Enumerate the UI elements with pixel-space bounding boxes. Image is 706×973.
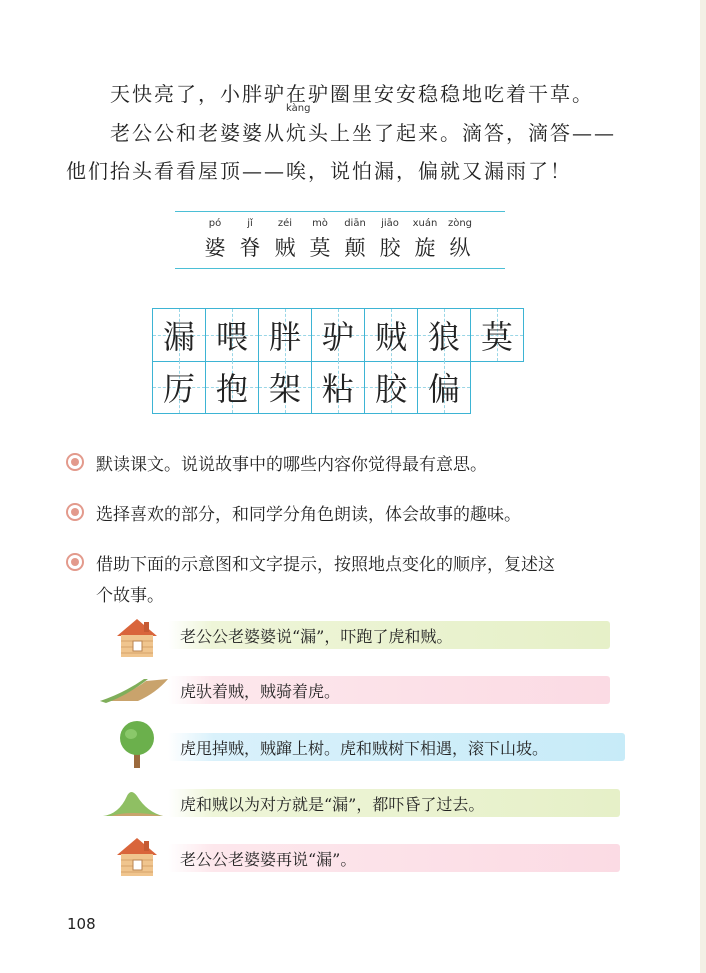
vocab-pinyin: pó [208,218,222,229]
grid-char: 抱 [215,370,248,408]
grid-cell [259,361,312,414]
step-3: 虎甩掉贼，贼蹿上树。虎和贼树下相遇，滚下山坡。 [168,733,625,761]
question-text: 选择喜欢的部分，和同学分角色朗读，体会故事的趣味。 [96,505,521,525]
vocab-item [443,218,477,262]
passage-line-3: 他们抬头看看屋顶——唉，说怕漏，偏就又漏雨了！ [66,159,572,183]
passage-line-1: 天快亮了，小胖驴在驴圈里安安稳稳地吃着干草。 [110,82,594,106]
vocab-char: 贼 [274,236,296,260]
step-1: 老公公老婆婆说“漏”，吓跑了虎和贼。 [168,621,610,649]
grid-char: 狼 [427,318,460,356]
grid-char: 厉 [162,370,195,408]
bullet-icon [66,553,84,571]
vocab-item [233,218,267,262]
hill-icon [101,786,165,818]
vocab-char: 纵 [449,236,471,260]
vocab-char: 莫 [309,236,331,260]
vocab-list [198,218,478,262]
page-number: 108 [67,915,96,933]
grid-cell [259,309,312,362]
grid-cell [365,361,418,414]
grid-cell [206,309,259,362]
vocab-pinyin: xuán [412,218,438,229]
grid-cell [153,361,206,414]
tree-icon [117,720,157,770]
vocab-char: 脊 [239,236,261,260]
grid-cell [312,309,365,362]
vocab-char: 婆 [204,236,226,260]
grid-cell [471,309,524,362]
step-4: 虎和贼以为对方就是“漏”，都吓昏了过去。 [168,789,620,817]
question-text: 默读课文。说说故事中的哪些内容你觉得最有意思。 [96,455,487,475]
vocab-pinyin: diān [344,218,366,229]
writing-grid-row-2 [152,361,471,414]
grid-cell [418,309,471,362]
vocab-item [373,218,407,262]
vocab-char: 旋 [414,236,436,260]
vocab-item [408,218,442,262]
grid-cell [153,309,206,362]
vocab-item [303,218,337,262]
grid-char: 胶 [374,370,407,408]
page-edge [700,0,706,973]
grid-char: 粘 [321,370,354,408]
grid-char: 偏 [427,370,460,408]
vocab-pinyin: zòng [447,218,473,229]
bullet-icon [66,453,84,471]
grid-char: 喂 [215,318,248,356]
grid-char: 漏 [162,318,195,356]
passage-line-2: 老公公和老婆婆从炕头上坐了起来。滴答，滴答—— [110,121,616,145]
question-text: 借助下面的示意图和文字提示，按照地点变化的顺序，复述这 [96,555,555,575]
grid-cell [206,361,259,414]
vocab-pinyin: zéi [277,218,293,229]
vocab-top-line [175,211,505,212]
kang-pinyin: kàng [286,103,311,114]
vocab-item [198,218,232,262]
grid-char: 架 [268,370,301,408]
house-icon [113,835,161,879]
vocab-char: 胶 [379,236,401,260]
vocab-pinyin: mò [312,218,328,229]
grid-char: 驴 [321,318,354,356]
grid-char: 胖 [268,318,301,356]
question-text-continued: 个故事。 [96,586,164,606]
step-2: 虎驮着贼，贼骑着虎。 [168,676,610,704]
grid-cell [312,361,365,414]
grid-char: 贼 [374,318,407,356]
grid-cell [365,309,418,362]
grid-char: 莫 [480,318,513,356]
vocab-char: 颠 [344,236,366,260]
step-5: 老公公老婆婆再说“漏”。 [168,844,620,872]
vocab-bottom-line [175,268,505,269]
house-icon [113,616,161,660]
vocab-item [268,218,302,262]
vocab-item [338,218,372,262]
grid-cell [418,361,471,414]
writing-grid-row-1 [152,308,524,362]
vocab-pinyin: jiāo [381,218,399,229]
bullet-icon [66,503,84,521]
vocab-pinyin: jǐ [247,218,253,229]
road-icon [98,673,170,705]
